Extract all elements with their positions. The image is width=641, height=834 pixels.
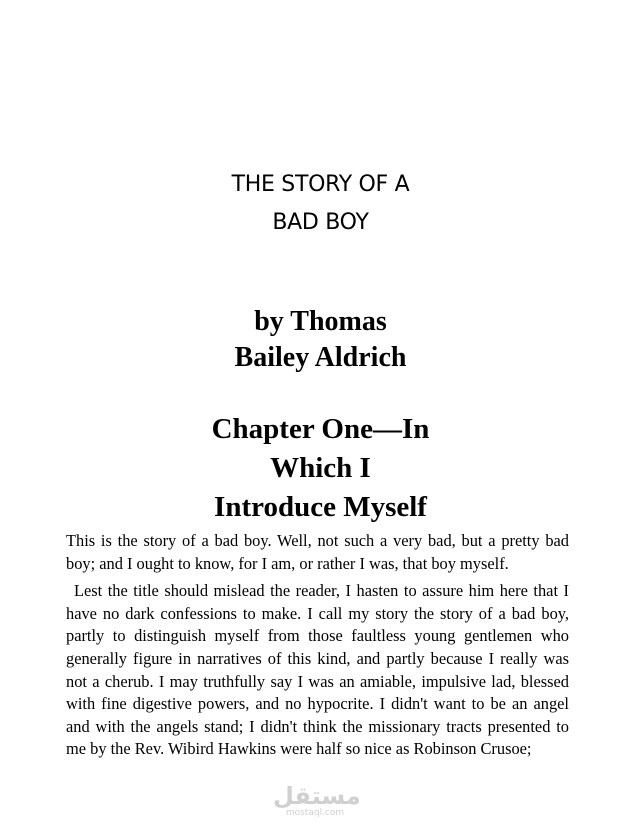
watermark <box>273 782 361 819</box>
author-byline-line-2: Bailey Aldrich <box>234 342 407 373</box>
paragraph-1: This is the story of a bad boy. Well, not such a very bad, but a pretty bad boy; and I ought to know, for I am, or rather I was, that boy myself. <box>66 531 569 573</box>
watermark-logo: مستقل <box>273 782 361 810</box>
chapter-heading-line-3: Introduce Myself <box>214 491 427 523</box>
paragraph-2: Lest the title should mislead the reader, I hasten to assure him here that I have no dark confessions to make. I call my story the story of a bad boy, partly to distinguish myself from those faultless young gentlemen who generally figure in narratives of this kind, and partly because I really was not a cherub. I may truthfully say I was an amiable, impulsive lad, blessed with fine digestive powers, and no hypocrite. I didn't want to be an angel and with the angels stand; I didn't think the missionary tracts presented to me by the Rev. Wibird Hawkins were half so nice as Robinson Crusoe; <box>66 581 569 759</box>
watermark-domain: mostaql.com <box>285 808 345 818</box>
chapter-heading <box>0 410 641 527</box>
chapter-heading-line-2: Which I <box>270 452 371 484</box>
author-byline <box>0 304 641 376</box>
book-title-line-2: BAD BOY <box>272 210 369 235</box>
chapter-body <box>66 530 569 761</box>
author-byline-line-1: by Thomas <box>254 306 387 337</box>
chapter-heading-line-1: Chapter One—In <box>211 413 430 445</box>
book-title-line-1: THE STORY OF A <box>231 172 410 197</box>
book-title <box>0 166 641 242</box>
